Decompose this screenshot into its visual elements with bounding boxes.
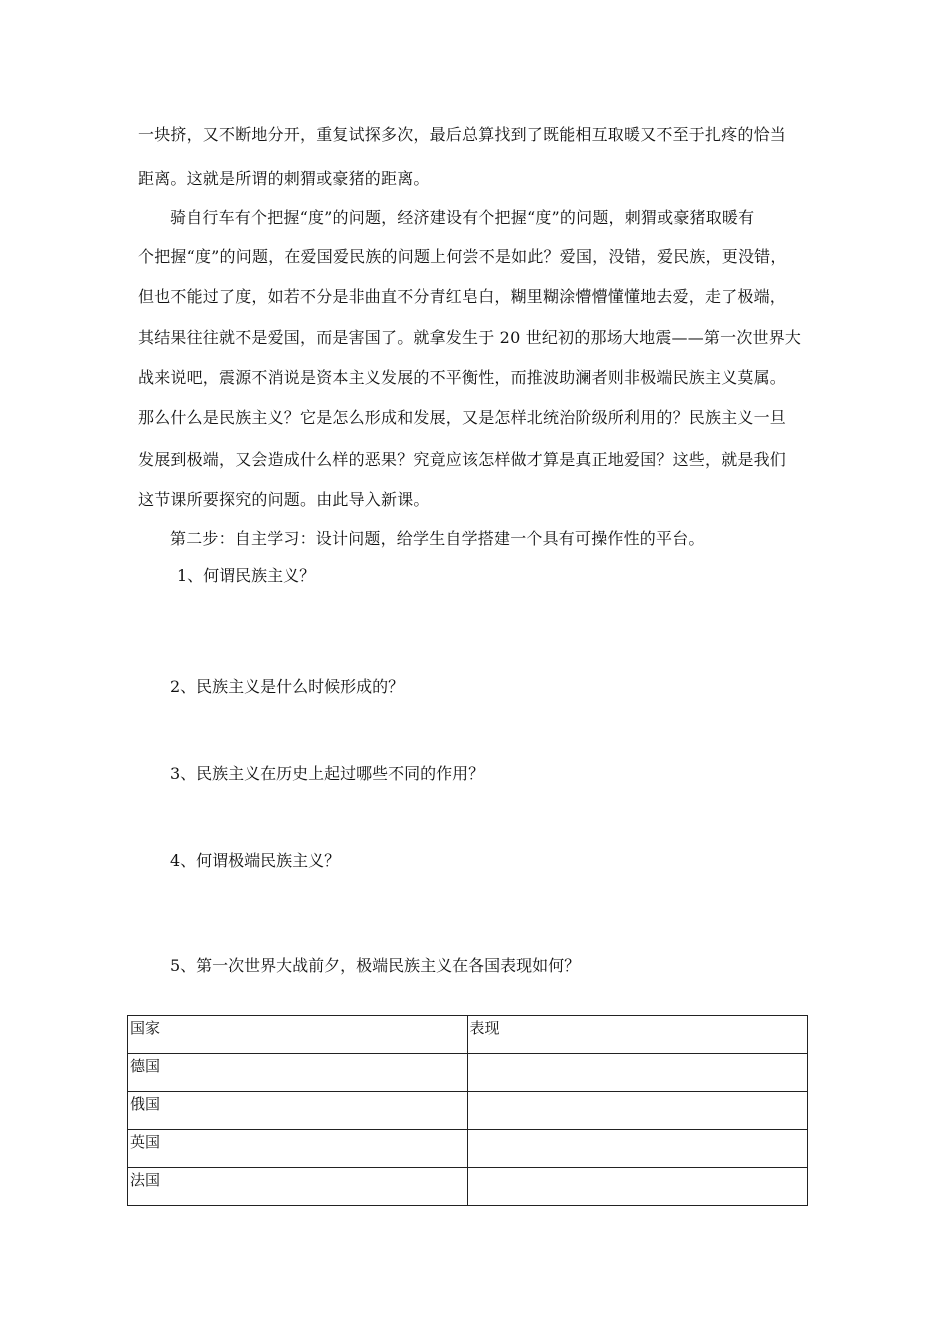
paragraph-2-line-2: 个把握“度”的问题，在爱国爱民族的问题上何尝不是如此？爱国，没错，爱民族，更没错， [138, 247, 787, 266]
cell-performance[interactable] [467, 1168, 808, 1206]
paragraph-2-line-5: 战来说吧，震源不消说是资本主义发展的不平衡性，而推波助澜者则非极端民族主义莫属。 [138, 368, 787, 387]
table-row [128, 1130, 808, 1168]
cell-performance[interactable] [467, 1130, 808, 1168]
question-2: 2、民族主义是什么时候形成的？ [170, 677, 405, 696]
country-performance-table [127, 1015, 808, 1206]
cell-performance[interactable] [467, 1054, 808, 1092]
cell-country: 英国 [128, 1130, 468, 1168]
cell-performance[interactable] [467, 1092, 808, 1130]
question-1: 1、何谓民族主义？ [177, 566, 316, 585]
question-5: 5、第一次世界大战前夕，极端民族主义在各国表现如何？ [170, 956, 581, 975]
paragraph-2-line-3: 但也不能过了度，如若不分是非曲直不分青红皂白，糊里糊涂懵懵懂懂地去爱，走了极端， [138, 287, 787, 306]
paragraph-1-line-2: 距离。这就是所谓的刺猬或豪猪的距离。 [138, 169, 430, 188]
cell-country: 法国 [128, 1168, 468, 1206]
table-header-row [128, 1016, 808, 1054]
question-4: 4、何谓极端民族主义？ [170, 851, 341, 870]
paragraph-2-line-4: 其结果往往就不是爱国，而是害国了。就拿发生于 20 世纪初的那场大地震——第一次世界大 [138, 328, 802, 347]
table-row [128, 1092, 808, 1130]
header-performance: 表现 [467, 1016, 808, 1054]
step-two-heading: 第二步：自主学习：设计问题，给学生自学搭建一个具有可操作性的平台。 [170, 529, 705, 548]
cell-country: 德国 [128, 1054, 468, 1092]
paragraph-2-line-8: 这节课所要探究的问题。由此导入新课。 [138, 490, 430, 509]
table-row [128, 1168, 808, 1206]
question-3: 3、民族主义在历史上起过哪些不同的作用？ [170, 764, 485, 783]
paragraph-2-line-6: 那么什么是民族主义？它是怎么形成和发展，又是怎样北统治阶级所利用的？民族主义一旦 [138, 408, 787, 427]
paragraph-1-line-1: 一块挤，又不断地分开，重复试探多次，最后总算找到了既能相互取暖又不至于扎疼的恰当 [138, 125, 787, 144]
paragraph-2-line-1: 骑自行车有个把握“度”的问题，经济建设有个把握“度”的问题，刺猬或豪猪取暖有 [170, 208, 755, 227]
cell-country: 俄国 [128, 1092, 468, 1130]
paragraph-2-line-7: 发展到极端，又会造成什么样的恶果？究竟应该怎样做才算是真正地爱国？这些，就是我们 [138, 450, 787, 469]
header-country: 国家 [128, 1016, 468, 1054]
table-row [128, 1054, 808, 1092]
